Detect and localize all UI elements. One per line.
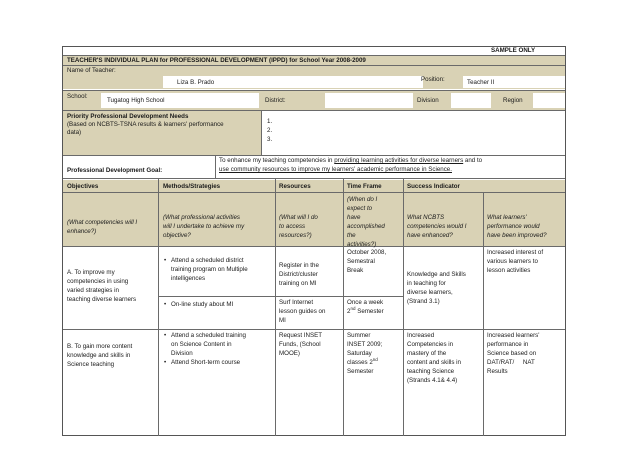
goal-label: Professional Development Goal: (67, 167, 163, 174)
col-methods: Methods/Strategies (163, 183, 221, 190)
ncbts-question-2: competencies would I (407, 223, 467, 230)
row-a-time-1b: Semestral (347, 258, 375, 265)
row-b-objective-3: Science teaching (67, 361, 115, 368)
time-question-3: have (347, 214, 361, 221)
methods-question-2: will I undertake to achieve my (163, 223, 245, 230)
resources-question-3: resources?) (279, 232, 312, 239)
time-question-2: expect to (347, 205, 373, 212)
needs-item-1: 1. (267, 118, 273, 125)
row-b-ncbts-5: teaching Science (407, 368, 455, 375)
objectives-question-1: (What competencies will I (67, 219, 138, 226)
row-b-ncbts-6: (Strands 4.1& 4.4) (407, 377, 458, 384)
row-b-time-5: Semester (347, 368, 374, 375)
district-label: District: (265, 97, 286, 104)
row-b-learners-4: DAT/RAT/ NAT (487, 359, 535, 366)
row-a-objective-4: teaching diverse learners (67, 296, 137, 303)
row-b-learners-2: performance in (487, 341, 529, 348)
goal-line-2: use community resources to improve my learners' academic performance in Science. (219, 166, 452, 173)
row-a-objective-1: A. To improve my (67, 269, 115, 276)
row-a-objective-2: competencies in using (67, 278, 129, 285)
needs-item-2: 2. (267, 127, 273, 134)
position-value: Teacher II (467, 79, 495, 86)
row-b-time-3: Saturday (347, 350, 372, 357)
row-a-method-1b: training program on Multiple (171, 266, 248, 273)
school-value: Tugatog High School (107, 97, 165, 104)
col-resources: Resources (279, 183, 311, 190)
region-label: Region (503, 97, 523, 104)
teacher-name-label: Name of Teacher: (67, 67, 116, 74)
row-a-ncbts-3: diverse learners, (407, 289, 453, 296)
row-a-resource-1b: District/cluster (279, 271, 318, 278)
row-b-time-2: INSET 2009; (347, 341, 383, 348)
division-label: Division (417, 97, 439, 104)
row-a-learners-3: lesson activities (487, 267, 531, 274)
row-b-ncbts-1: Increased (407, 332, 435, 339)
row-a-objective-3: varied strategies in (67, 287, 119, 294)
row-b-objective-2: knowledge and skills in (67, 352, 131, 359)
teacher-name-value: Liza B. Prado (177, 79, 215, 86)
learners-question-2: performance would (487, 223, 540, 230)
needs-subtitle-2: data) (67, 129, 82, 136)
row-a-method-1c: intelligences (171, 275, 206, 282)
col-time-frame: Time Frame (347, 183, 382, 190)
resources-question-2: to access (279, 223, 306, 230)
row-b-ncbts-3: mastery of the (407, 350, 447, 357)
row-b-method-2: • Attend Short-term course (171, 359, 240, 367)
row-b-resource-3: MOOE) (279, 350, 300, 357)
learners-question-1: What learners' (487, 214, 527, 221)
row-a-learners-1: Increased interest of (487, 249, 544, 256)
row-b-ncbts-2: Competencies in (407, 341, 454, 348)
row-a-ncbts-4: (Strand 3.1) (407, 298, 440, 305)
row-b-method-1c: Division (171, 350, 193, 357)
row-a-method-1: • Attend a scheduled district (171, 257, 244, 265)
row-b-learners-5: Results (487, 368, 508, 375)
row-a-time-1a: October 2008, (347, 249, 387, 256)
row-b-ncbts-4: content and skills in (407, 359, 461, 366)
needs-item-3: 3. (267, 136, 273, 143)
row-a-resource-1a: Register in the (279, 262, 319, 269)
ncbts-question-1: What NCBTS (407, 214, 445, 221)
row-a-learners-2: various learners to (487, 258, 538, 265)
methods-question-1: (What professional activities (163, 214, 241, 221)
time-question-6: activities?) (347, 241, 377, 248)
row-a-resource-2c: MI (279, 317, 286, 324)
row-a-resource-1c: training on MI (279, 280, 317, 287)
resources-question-1: (What will I do (279, 214, 318, 221)
ncbts-question-3: have enhanced? (407, 232, 453, 239)
time-question-4: accomplished (347, 223, 385, 230)
needs-title: Priority Professional Development Needs (67, 113, 189, 120)
time-question-5: the (347, 232, 356, 239)
learners-question-3: have been improved? (487, 232, 547, 239)
position-label: Position: (421, 76, 445, 83)
row-a-resource-2a: Surf Internet (279, 299, 314, 306)
document-title: TEACHER'S INDIVIDUAL PLAN for PROFESSIONAL DEVELOPMENT (IPPD) for School Year 2008-2009 (67, 57, 366, 64)
ippd-document (62, 46, 566, 436)
row-a-resource-2b: lesson guides on (279, 308, 326, 315)
row-b-learners-3: Science based on (487, 350, 537, 357)
school-label: School: (67, 93, 88, 100)
methods-question-3: objective? (163, 232, 191, 239)
row-b-method-1b: on Science Content in (171, 341, 232, 348)
row-a-time-2b: 2nd Semester (347, 305, 384, 315)
row-b-resource-1: Request INSET (279, 332, 322, 339)
sample-only-label: SAMPLE ONLY (491, 47, 536, 54)
row-a-method-2: • On-line study about MI (171, 301, 233, 309)
row-b-objective-1: B. To gain more content (67, 343, 133, 350)
row-b-method-1: • Attend a scheduled training (171, 332, 246, 340)
row-a-time-1c: Break (347, 267, 364, 274)
col-objectives: Objectives (67, 183, 99, 190)
row-a-ncbts-1: Knowledge and Skills (407, 271, 466, 278)
needs-subtitle-1: (Based on NCBTS-TSNA results & learners' performance (67, 121, 224, 128)
objectives-question-2: enhance?) (67, 228, 97, 235)
goal-line-1: To enhance my teaching competencies in providing learning activities for diverse learners and to (219, 157, 483, 164)
row-b-time-4: classes 2nd (347, 356, 378, 366)
time-question-1: (When do I (347, 196, 378, 203)
row-b-resource-2: Funds, (School (279, 341, 321, 348)
col-success: Success Indicator (407, 183, 460, 190)
row-b-time-1: Summer (347, 332, 371, 339)
row-a-ncbts-2: in teaching for (407, 280, 446, 287)
row-b-learners-1: Increased learners' (487, 332, 540, 339)
row-a-time-2a: Once a week (347, 299, 384, 306)
